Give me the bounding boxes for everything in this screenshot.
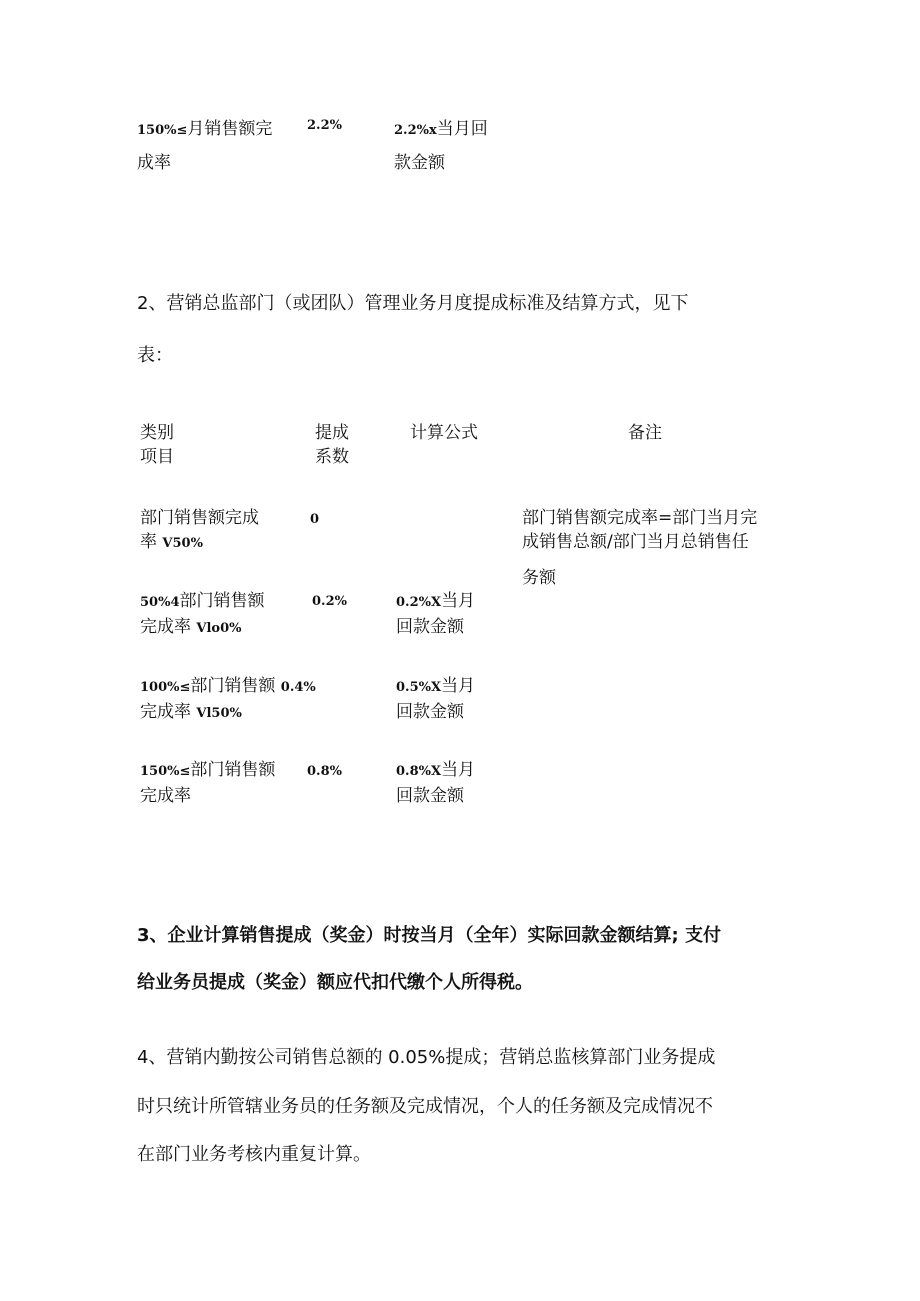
section3-line1: 3、企业计算销售提成（奖金）时按当月（全年）实际回款金额结算; 支付 (137, 925, 721, 946)
section4-line3: 在部门业务考核内重复计算。 (137, 1144, 371, 1165)
table-note: 部门销售额完成率=部门当月完 成销售总额/部门当月总销售任 务额 (522, 508, 758, 588)
row1-coefficient: 0 (310, 512, 320, 527)
row2-coefficient: 0.2% (312, 594, 347, 609)
top-category-line2: 成率 (137, 153, 171, 173)
row2-category: 50%4部门销售额 完成率 Vlo0% (140, 591, 265, 637)
row3-category: 100%≤部门销售额 0.4% 完成率 Vl50% (140, 676, 316, 722)
row1-category: 部门销售额完成 率 V50% (140, 508, 259, 552)
top-coefficient: 2.2% (307, 118, 342, 133)
top-formula-line1: 2.2%x当月回 (394, 119, 488, 139)
section2-line2: 表： (137, 345, 173, 366)
row4-formula: 0.8%X当月 回款金额 (396, 760, 476, 806)
top-category-line1: 150%≤月销售额完 (137, 119, 273, 139)
row4-coefficient: 0.8% (307, 764, 342, 779)
header-category: 类别 项目 (140, 423, 174, 467)
top-formula-line2: 款金额 (394, 153, 445, 173)
row2-formula: 0.2%X当月 回款金额 (396, 591, 476, 637)
header-coefficient: 提成 系数 (315, 423, 349, 467)
row3-formula: 0.5%X当月 回款金额 (396, 676, 476, 722)
header-note: 备注 (628, 423, 662, 443)
section4-line2: 时只统计所管辖业务员的任务额及完成情况，个人的任务额及完成情况不 (137, 1096, 713, 1117)
section2-line1: 2、营销总监部门（或团队）管理业务月度提成标准及结算方式，见下 (137, 293, 689, 314)
header-formula: 计算公式 (410, 423, 478, 443)
section4-line1: 4、营销内勤按公司销售总额的 0.05%提成；营销总监核算部门业务提成 (137, 1047, 716, 1068)
row4-category: 150%≤部门销售额 完成率 (140, 760, 276, 806)
section3-line2: 给业务员提成（奖金）额应代扣代缴个人所得税。 (137, 972, 533, 993)
